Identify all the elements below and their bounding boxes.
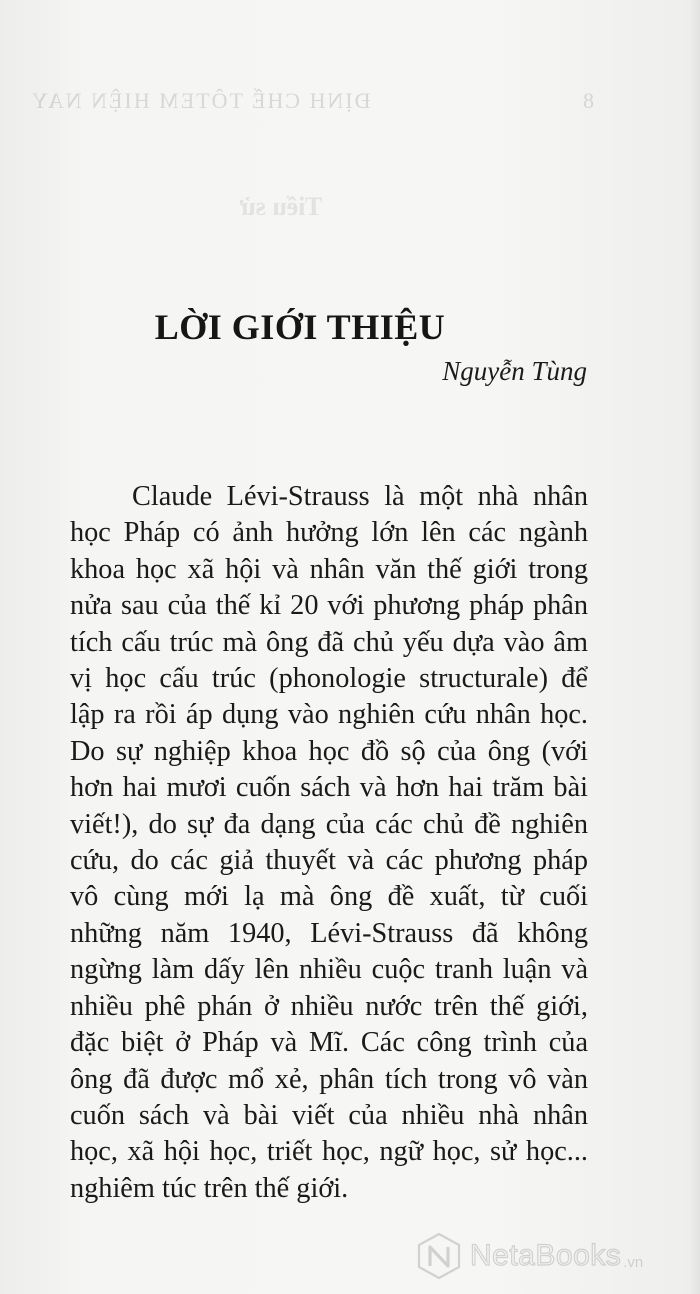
show-through-page-number: 8 [583, 88, 594, 113]
page-edge-shadow [688, 0, 700, 1294]
watermark-suffix: .vn [623, 1253, 644, 1271]
netabooks-logo-icon [416, 1232, 462, 1280]
show-through-heading: Tiểu sử [240, 192, 323, 221]
page-title: LỜI GIỚI THIỆU [154, 307, 446, 347]
watermark-brand: NetaBooks [470, 1239, 622, 1272]
show-through-running-head: ĐỊNH CHẾ TÔTEM HIỆN NAY [30, 88, 371, 113]
author-name: Nguyễn Tùng [442, 356, 587, 386]
netabooks-watermark [416, 1228, 643, 1284]
body-paragraph: Claude Lévi-Strauss là một nhà nhân học Pháp có ảnh hưởng lớn lên các ngành khoa học xã hội và nhân văn thế giới trong nửa sau của thế kỉ 20 với phương pháp phân tích cấu trúc mà ông đã chủ yếu dựa vào âm vị học cấu trúc (phonologie structurale) để lập ra rồi áp dụng vào nghiên cứu nhân học. Do sự nghiệp khoa học đồ sộ của ông (với hơn hai mươi cuốn sách và hơn hai trăm bài viết!), do sự đa dạng của các chủ đề nghiên cứu, do các giả thuyết và các phương pháp vô cùng mới lạ mà ông đề xuất, từ cuối những năm 1940, Lévi-Strauss đã không ngừng làm dấy lên nhiều cuộc tranh luận và nhiều phê phán ở nhiều nước trên thế giới, đặc biệt ở Pháp và Mĩ. Các công trình của ông đã được mổ xẻ, phân tích trong vô vàn cuốn sách và bài viết của nhiều nhà nhân học, xã hội học, triết học, ngữ học, sử học... nghiêm túc trên thế giới. [70, 481, 588, 1204]
